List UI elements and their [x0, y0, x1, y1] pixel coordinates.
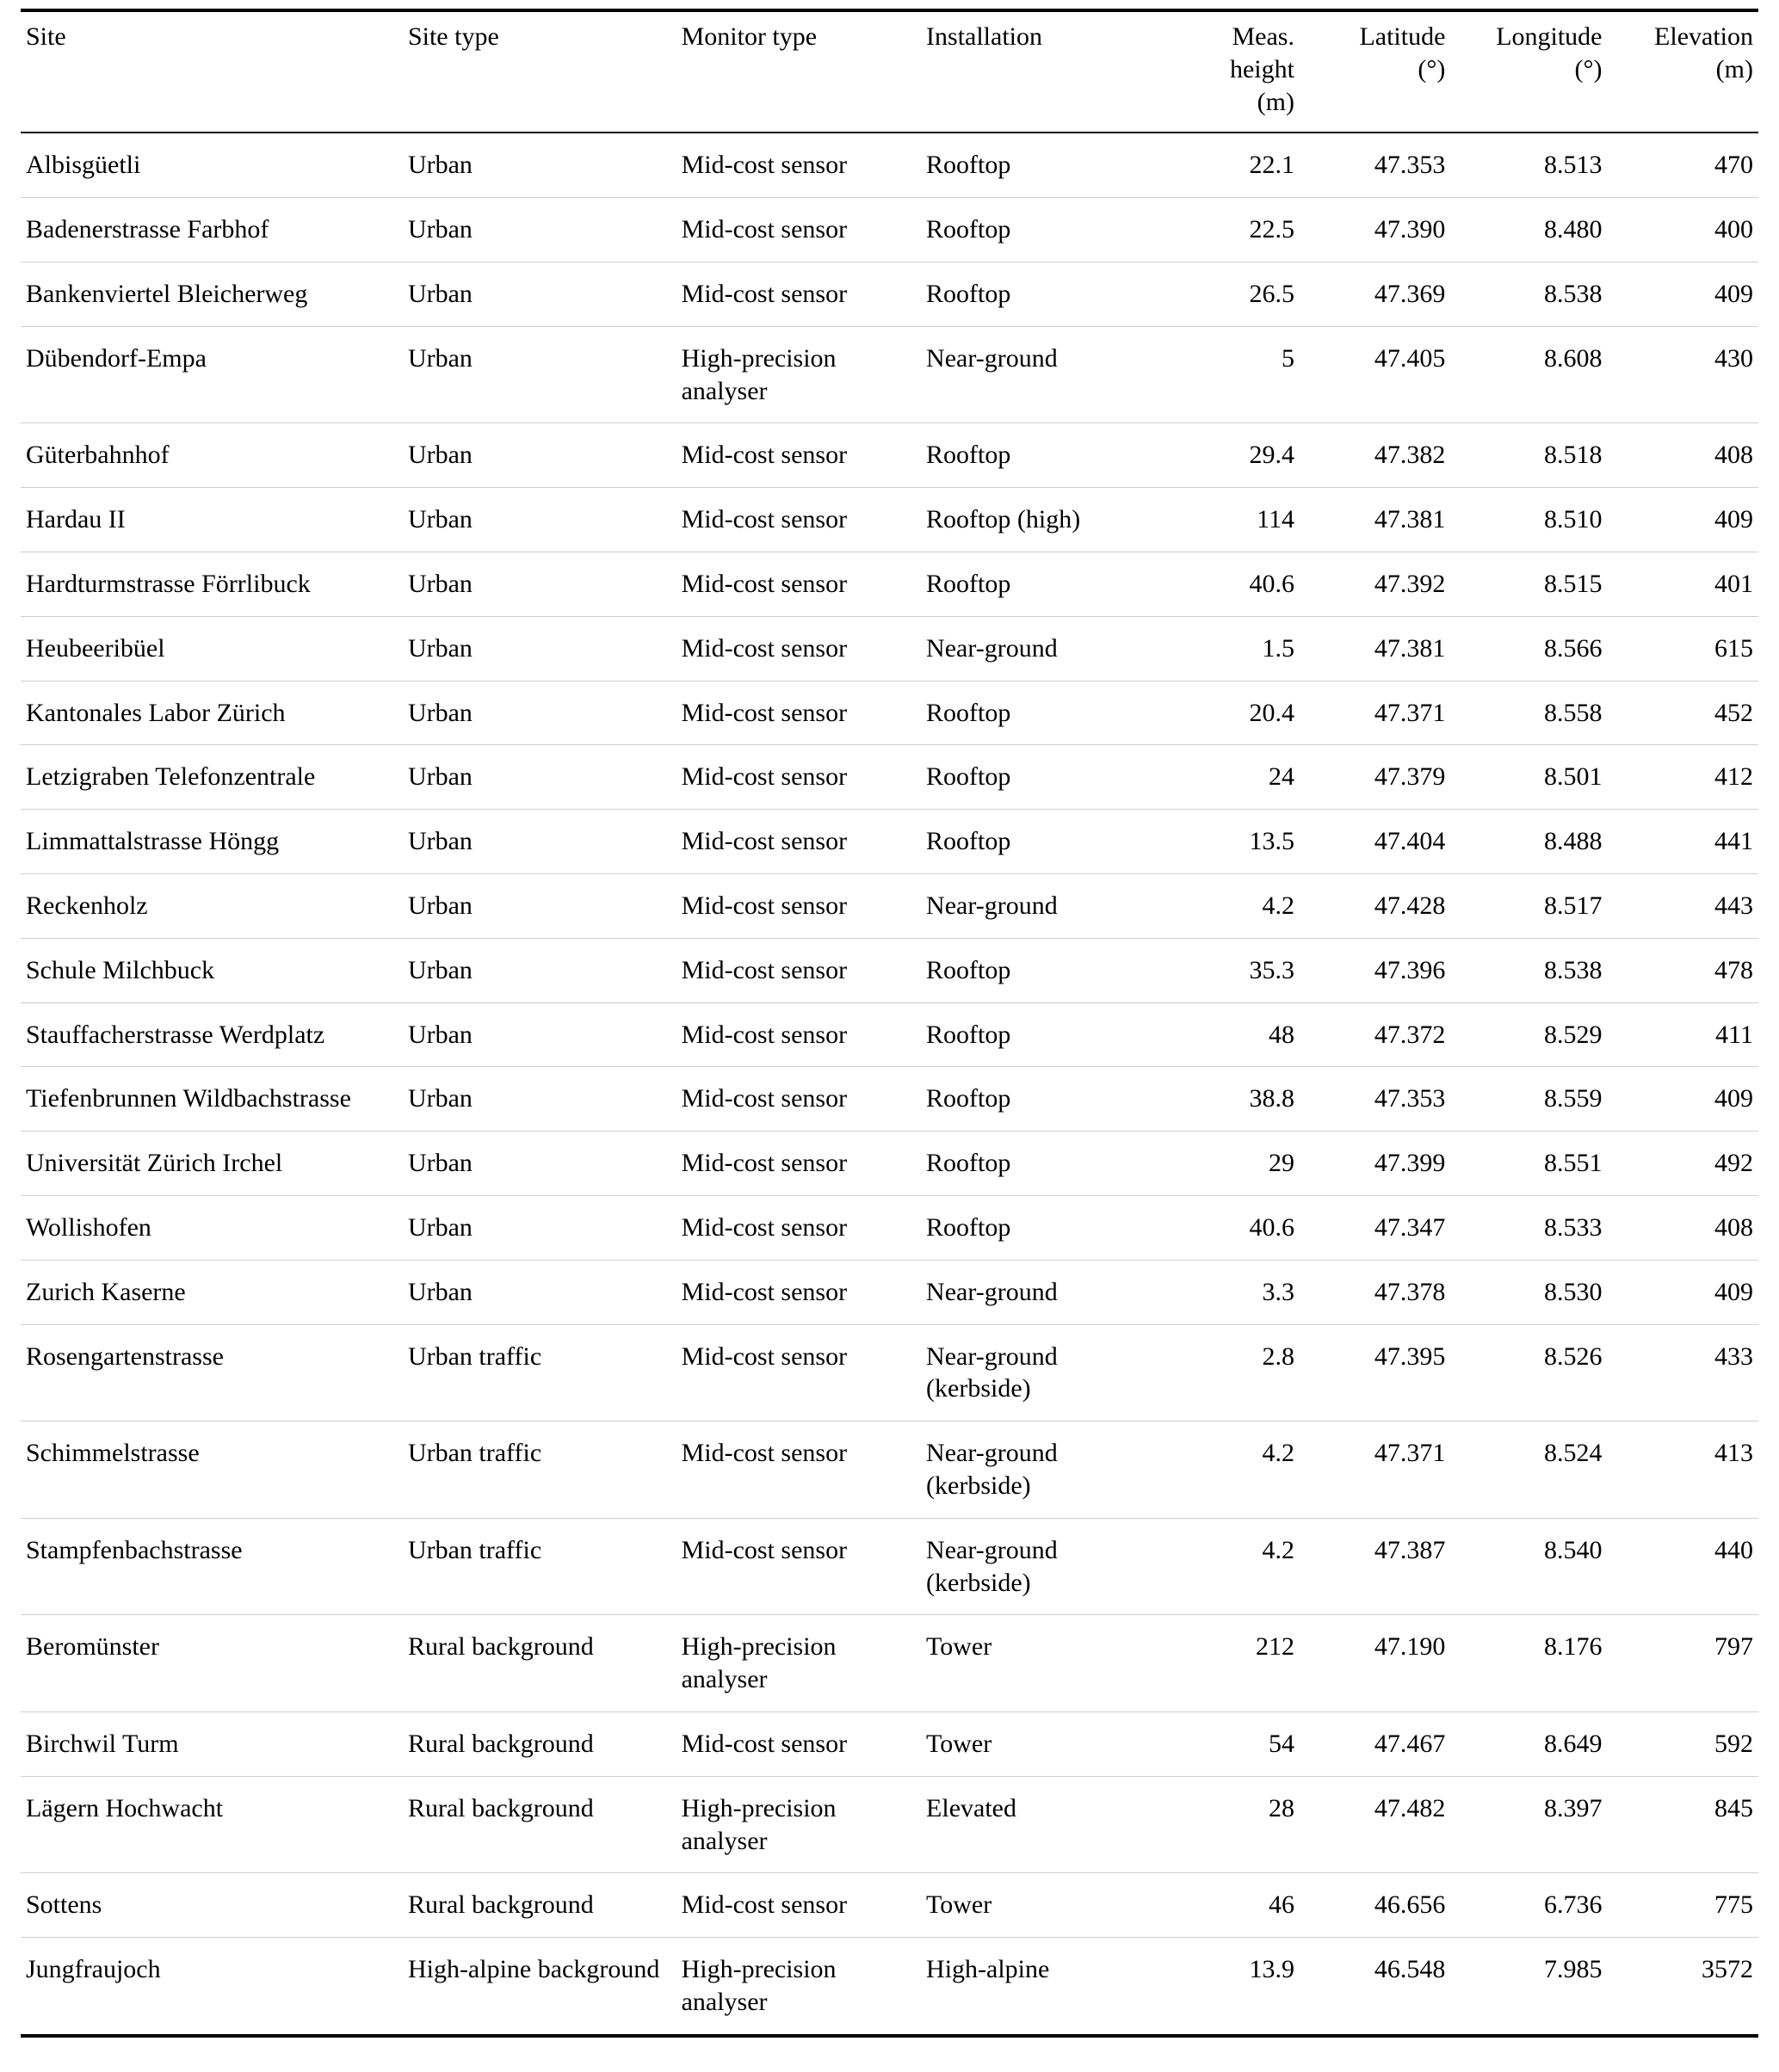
- cell-elevation: 443: [1608, 873, 1759, 938]
- cell-latitude: 47.396: [1300, 938, 1450, 1002]
- table-row: [21, 423, 1758, 488]
- table-row: [21, 262, 1758, 326]
- measurement-sites-table: [21, 9, 1758, 2038]
- cell-longitude: 8.540: [1450, 1518, 1607, 1615]
- cell-latitude: 46.656: [1300, 1873, 1450, 1938]
- cell-monitor-type: Mid-cost sensor: [676, 1711, 921, 1776]
- cell-site: Badenerstrasse Farbhof: [21, 198, 403, 262]
- column-header-latitude: [1300, 10, 1450, 133]
- cell-elevation: 409: [1608, 1260, 1759, 1324]
- cell-site-type: Urban: [403, 1132, 676, 1196]
- cell-site: Reckenholz: [21, 873, 403, 938]
- cell-latitude: 47.347: [1300, 1195, 1450, 1260]
- cell-longitude: 8.480: [1450, 198, 1607, 262]
- cell-latitude: 46.548: [1374, 1955, 1446, 1984]
- cell-site-type: Urban: [403, 938, 676, 1002]
- cell-installation: Rooftop: [921, 1132, 1165, 1196]
- cell-installation: Tower: [921, 1711, 1165, 1776]
- cell-elevation: 408: [1608, 423, 1759, 488]
- table-row: [21, 1002, 1758, 1067]
- cell-latitude: 47.381: [1300, 616, 1450, 681]
- cell-monitor-type: Mid-cost sensor: [676, 1195, 921, 1260]
- cell-longitude: 8.501: [1450, 745, 1607, 810]
- cell-installation: Rooftop: [921, 1195, 1165, 1260]
- cell-monitor-type: Mid-cost sensor: [676, 262, 921, 326]
- cell-site: Zurich Kaserne: [21, 1260, 403, 1324]
- cell-site: Beromünster: [21, 1615, 403, 1712]
- cell-site: Stampfenbachstrasse: [21, 1518, 403, 1615]
- table-row: [21, 133, 1758, 197]
- cell-meas-height: 4.2: [1165, 873, 1300, 938]
- cell-site: Güterbahnhof: [21, 423, 403, 488]
- bottom-rule-cell: [21, 2036, 1758, 2038]
- cell-meas-height: 13.9: [1249, 1955, 1294, 1984]
- cell-elevation: 409: [1608, 488, 1759, 552]
- column-header-elevation-unit: (m): [1715, 54, 1753, 83]
- column-header-meas-height-unit: (m): [1257, 87, 1294, 116]
- cell-elevation: 412: [1608, 745, 1759, 810]
- cell-latitude: 47.381: [1300, 488, 1450, 552]
- cell-site: Letzigraben Telefonzentrale: [21, 745, 403, 810]
- cell-longitude: 8.510: [1450, 488, 1607, 552]
- cell-elevation: 440: [1608, 1518, 1759, 1615]
- cell-meas-height: 20.4: [1165, 681, 1300, 745]
- cell-meas-height: 40.6: [1165, 552, 1300, 616]
- cell-site-type: Urban: [403, 1002, 676, 1067]
- cell-monitor-type: Mid-cost sensor: [676, 873, 921, 938]
- cell-installation: Rooftop: [921, 938, 1165, 1002]
- cell-meas-height: 3.3: [1165, 1260, 1300, 1324]
- table-row: [21, 198, 1758, 262]
- cell-site: Jungfraujoch: [26, 1955, 161, 1984]
- cell-meas-height: 29: [1165, 1132, 1300, 1196]
- cell-longitude: 8.513: [1450, 133, 1607, 197]
- column-header-site: [21, 10, 403, 133]
- cell-elevation: 400: [1608, 198, 1759, 262]
- table-row: [21, 1711, 1758, 1776]
- column-header-latitude-unit: (°): [1418, 54, 1446, 83]
- cell-longitude: 6.736: [1450, 1873, 1607, 1938]
- cell-installation: Tower: [921, 1615, 1165, 1712]
- cell-elevation: 797: [1608, 1615, 1759, 1712]
- cell-latitude: 47.467: [1300, 1711, 1450, 1776]
- table-header-row: [21, 10, 1758, 133]
- column-header-monitor-type: [676, 10, 921, 133]
- cell-monitor-type: High-precision analyser: [676, 1615, 921, 1712]
- cell-installation: Rooftop: [921, 681, 1165, 745]
- column-header-site-type-label: Site type: [407, 22, 499, 51]
- cell-meas-height: 48: [1165, 1002, 1300, 1067]
- cell-monitor-type: High-precision analyser: [676, 326, 921, 423]
- cell-longitude: 8.488: [1450, 810, 1607, 874]
- cell-meas-height: 22.5: [1165, 198, 1300, 262]
- cell-monitor-type: Mid-cost sensor: [676, 1260, 921, 1324]
- column-header-latitude-label: Latitude: [1359, 22, 1446, 51]
- cell-meas-height: 22.1: [1165, 133, 1300, 197]
- cell-monitor-type: Mid-cost sensor: [676, 133, 921, 197]
- table-row: [21, 1260, 1758, 1324]
- cell-elevation: 478: [1608, 938, 1759, 1002]
- cell-meas-height: 35.3: [1165, 938, 1300, 1002]
- cell-longitude: 8.526: [1450, 1324, 1607, 1421]
- cell-latitude: 47.379: [1300, 745, 1450, 810]
- cell-installation: Rooftop: [921, 810, 1165, 874]
- cell-longitude: 8.566: [1450, 616, 1607, 681]
- table-header: [21, 10, 1758, 133]
- cell-latitude: 47.405: [1300, 326, 1450, 423]
- cell-meas-height: 212: [1165, 1615, 1300, 1712]
- cell-installation: High-alpine: [926, 1955, 1050, 1984]
- cell-latitude: 47.353: [1300, 1067, 1450, 1132]
- table-bottom-rule: [21, 2036, 1758, 2038]
- cell-meas-height: 4.2: [1165, 1421, 1300, 1519]
- cell-meas-height: 4.2: [1165, 1518, 1300, 1615]
- cell-longitude: 8.558: [1450, 681, 1607, 745]
- cell-monitor-type: Mid-cost sensor: [676, 1421, 921, 1519]
- cell-site: Dübendorf-Empa: [21, 326, 403, 423]
- column-header-site-type: [403, 10, 676, 133]
- cell-site-type: Urban traffic: [403, 1421, 676, 1519]
- column-header-elevation: [1608, 10, 1759, 133]
- cell-elevation: 411: [1608, 1002, 1759, 1067]
- cell-latitude: 47.390: [1300, 198, 1450, 262]
- column-header-longitude-label: Longitude: [1496, 22, 1603, 51]
- cell-meas-height: 1.5: [1165, 616, 1300, 681]
- cell-installation: Near-ground: [921, 326, 1165, 423]
- cell-meas-height: 38.8: [1165, 1067, 1300, 1132]
- cell-site-type: Rural background: [403, 1776, 676, 1873]
- cell-monitor-type: Mid-cost sensor: [676, 1518, 921, 1615]
- cell-longitude: 8.518: [1450, 423, 1607, 488]
- table-row: [21, 1615, 1758, 1712]
- table-row: [21, 552, 1758, 616]
- table-row: [21, 1938, 1758, 2036]
- table-row: [21, 1873, 1758, 1938]
- cell-installation: Near-ground (kerbside): [921, 1518, 1165, 1615]
- cell-latitude: 47.387: [1300, 1518, 1450, 1615]
- cell-elevation: 452: [1608, 681, 1759, 745]
- cell-site-type: Urban: [403, 873, 676, 938]
- cell-elevation: 775: [1608, 1873, 1759, 1938]
- cell-installation: Rooftop (high): [921, 488, 1165, 552]
- cell-monitor-type: Mid-cost sensor: [676, 488, 921, 552]
- cell-latitude: 47.378: [1300, 1260, 1450, 1324]
- cell-elevation: 433: [1608, 1324, 1759, 1421]
- cell-longitude: 8.538: [1450, 262, 1607, 326]
- cell-elevation: 430: [1608, 326, 1759, 423]
- column-header-longitude-unit: (°): [1574, 54, 1603, 83]
- cell-site-type: Urban: [403, 1067, 676, 1132]
- cell-longitude: 8.530: [1450, 1260, 1607, 1324]
- cell-site: Lägern Hochwacht: [21, 1776, 403, 1873]
- cell-installation: Rooftop: [921, 552, 1165, 616]
- cell-latitude: 47.399: [1300, 1132, 1450, 1196]
- cell-installation: Rooftop: [921, 423, 1165, 488]
- cell-elevation: 592: [1608, 1711, 1759, 1776]
- cell-site-type: Urban traffic: [403, 1518, 676, 1615]
- column-header-site-label: Site: [26, 22, 66, 51]
- cell-installation: Rooftop: [921, 262, 1165, 326]
- cell-longitude: 8.551: [1450, 1132, 1607, 1196]
- column-header-meas-height-line2: height: [1229, 54, 1294, 83]
- cell-installation: Elevated: [921, 1776, 1165, 1873]
- cell-longitude: 8.538: [1450, 938, 1607, 1002]
- cell-site: Schule Milchbuck: [21, 938, 403, 1002]
- cell-site: Schimmelstrasse: [21, 1421, 403, 1519]
- cell-latitude: 47.395: [1300, 1324, 1450, 1421]
- cell-site-type: Urban: [403, 681, 676, 745]
- cell-meas-height: 2.8: [1165, 1324, 1300, 1421]
- cell-longitude: 7.985: [1544, 1955, 1603, 1984]
- cell-monitor-type: High-precision analyser: [676, 1776, 921, 1873]
- cell-site: Limmattalstrasse Höngg: [21, 810, 403, 874]
- cell-site-type: Urban: [403, 488, 676, 552]
- cell-site-type: Urban: [403, 810, 676, 874]
- cell-site-type: High-alpine background: [407, 1955, 660, 1984]
- cell-meas-height: 114: [1165, 488, 1300, 552]
- cell-longitude: 8.517: [1450, 873, 1607, 938]
- cell-meas-height: 46: [1165, 1873, 1300, 1938]
- cell-elevation: 470: [1608, 133, 1759, 197]
- cell-site-type: Urban: [403, 745, 676, 810]
- table-footer: [21, 2036, 1758, 2038]
- cell-elevation: 409: [1608, 262, 1759, 326]
- cell-latitude: 47.371: [1300, 681, 1450, 745]
- table-row: [21, 681, 1758, 745]
- cell-site: Tiefenbrunnen Wildbachstrasse: [21, 1067, 403, 1132]
- cell-elevation: 615: [1608, 616, 1759, 681]
- cell-monitor-type: Mid-cost sensor: [676, 681, 921, 745]
- table-row: [21, 1776, 1758, 1873]
- cell-site-type: Rural background: [403, 1873, 676, 1938]
- table-row: [21, 1132, 1758, 1196]
- cell-latitude: 47.382: [1300, 423, 1450, 488]
- cell-site-type: Urban traffic: [403, 1324, 676, 1421]
- cell-site-type: Urban: [403, 262, 676, 326]
- cell-longitude: 8.608: [1450, 326, 1607, 423]
- cell-latitude: 47.428: [1300, 873, 1450, 938]
- cell-installation: Near-ground: [921, 616, 1165, 681]
- cell-installation: Near-ground: [921, 873, 1165, 938]
- cell-longitude: 8.533: [1450, 1195, 1607, 1260]
- column-header-meas-height: [1165, 10, 1300, 133]
- cell-installation: Rooftop: [921, 745, 1165, 810]
- table-row: [21, 326, 1758, 423]
- cell-installation: Rooftop: [921, 1067, 1165, 1132]
- cell-longitude: 8.515: [1450, 552, 1607, 616]
- cell-installation: Rooftop: [921, 1002, 1165, 1067]
- cell-site-type: Urban: [403, 198, 676, 262]
- table-row: [21, 1067, 1758, 1132]
- cell-latitude: 47.482: [1300, 1776, 1450, 1873]
- cell-latitude: 47.371: [1300, 1421, 1450, 1519]
- cell-longitude: 8.529: [1450, 1002, 1607, 1067]
- cell-monitor-type: Mid-cost sensor: [676, 1002, 921, 1067]
- cell-site: Bankenviertel Bleicherweg: [21, 262, 403, 326]
- table-row: [21, 488, 1758, 552]
- cell-site: Kantonales Labor Zürich: [21, 681, 403, 745]
- cell-monitor-type: Mid-cost sensor: [676, 1873, 921, 1938]
- cell-site: Hardau II: [21, 488, 403, 552]
- cell-meas-height: 40.6: [1165, 1195, 1300, 1260]
- cell-installation: Near-ground (kerbside): [921, 1421, 1165, 1519]
- cell-latitude: 47.190: [1300, 1615, 1450, 1712]
- cell-latitude: 47.392: [1300, 552, 1450, 616]
- table-row: [21, 1518, 1758, 1615]
- cell-site: Sottens: [21, 1873, 403, 1938]
- cell-meas-height: 29.4: [1165, 423, 1300, 488]
- cell-latitude: 47.372: [1300, 1002, 1450, 1067]
- cell-site-type: Urban: [403, 552, 676, 616]
- cell-monitor-type: Mid-cost sensor: [676, 810, 921, 874]
- cell-latitude: 47.404: [1300, 810, 1450, 874]
- cell-installation: Rooftop: [921, 133, 1165, 197]
- cell-latitude: 47.369: [1300, 262, 1450, 326]
- cell-site: Albisgüetli: [21, 133, 403, 197]
- cell-longitude: 8.524: [1450, 1421, 1607, 1519]
- table-row: [21, 616, 1758, 681]
- table-row: [21, 873, 1758, 938]
- cell-meas-height: 28: [1165, 1776, 1300, 1873]
- table-row: [21, 1195, 1758, 1260]
- cell-monitor-type: Mid-cost sensor: [676, 938, 921, 1002]
- cell-elevation: 409: [1608, 1067, 1759, 1132]
- cell-site-type: Urban: [403, 423, 676, 488]
- cell-elevation: 401: [1608, 552, 1759, 616]
- cell-site: Universität Zürich Irchel: [21, 1132, 403, 1196]
- column-header-meas-height-line1: Meas.: [1232, 22, 1294, 51]
- column-header-monitor-type-label: Monitor type: [681, 22, 818, 51]
- cell-monitor-type: Mid-cost sensor: [676, 745, 921, 810]
- column-header-longitude: [1450, 10, 1607, 133]
- column-header-elevation-label: Elevation: [1654, 22, 1753, 51]
- cell-site-type: Rural background: [403, 1711, 676, 1776]
- cell-site: Heubeeribüel: [21, 616, 403, 681]
- cell-monitor-type: Mid-cost sensor: [676, 1067, 921, 1132]
- cell-latitude: 47.353: [1300, 133, 1450, 197]
- cell-site-type: Urban: [403, 1260, 676, 1324]
- cell-longitude: 8.649: [1450, 1711, 1607, 1776]
- table-row: [21, 810, 1758, 874]
- cell-monitor-type: Mid-cost sensor: [676, 423, 921, 488]
- cell-site: Stauffacherstrasse Werdplatz: [21, 1002, 403, 1067]
- cell-site-type: Urban: [403, 133, 676, 197]
- cell-site-type: Rural background: [403, 1615, 676, 1712]
- cell-site-type: Urban: [403, 326, 676, 423]
- cell-longitude: 8.176: [1450, 1615, 1607, 1712]
- cell-installation: Tower: [921, 1873, 1165, 1938]
- cell-elevation: 441: [1608, 810, 1759, 874]
- cell-elevation: 845: [1608, 1776, 1759, 1873]
- column-header-installation: [921, 10, 1165, 133]
- cell-meas-height: 13.5: [1165, 810, 1300, 874]
- cell-meas-height: 24: [1165, 745, 1300, 810]
- table-row: [21, 745, 1758, 810]
- cell-meas-height: 54: [1165, 1711, 1300, 1776]
- table-row: [21, 938, 1758, 1002]
- cell-elevation: 408: [1608, 1195, 1759, 1260]
- cell-monitor-type: Mid-cost sensor: [676, 1132, 921, 1196]
- cell-elevation: 492: [1608, 1132, 1759, 1196]
- cell-installation: Rooftop: [921, 198, 1165, 262]
- table-row: [21, 1324, 1758, 1421]
- column-header-installation-label: Installation: [926, 22, 1043, 51]
- cell-site-type: Urban: [403, 1195, 676, 1260]
- cell-installation: Near-ground: [921, 1260, 1165, 1324]
- cell-monitor-type: Mid-cost sensor: [676, 198, 921, 262]
- cell-elevation: 3572: [1702, 1955, 1753, 1984]
- cell-monitor-type: Mid-cost sensor: [676, 1324, 921, 1421]
- cell-site: Hardturmstrasse Förrlibuck: [21, 552, 403, 616]
- cell-site-type: Urban: [403, 616, 676, 681]
- cell-elevation: 413: [1608, 1421, 1759, 1519]
- cell-site: Birchwil Turm: [21, 1711, 403, 1776]
- cell-monitor-type: High-precision analyser: [681, 1955, 837, 2016]
- cell-monitor-type: Mid-cost sensor: [676, 616, 921, 681]
- cell-site: Wollishofen: [21, 1195, 403, 1260]
- cell-longitude: 8.559: [1450, 1067, 1607, 1132]
- table-row: [21, 1421, 1758, 1519]
- cell-installation: Near-ground (kerbside): [921, 1324, 1165, 1421]
- cell-longitude: 8.397: [1450, 1776, 1607, 1873]
- cell-meas-height: 26.5: [1165, 262, 1300, 326]
- table-body: [21, 133, 1758, 2035]
- cell-meas-height: 5: [1165, 326, 1300, 423]
- cell-monitor-type: Mid-cost sensor: [676, 552, 921, 616]
- cell-site: Rosengartenstrasse: [21, 1324, 403, 1421]
